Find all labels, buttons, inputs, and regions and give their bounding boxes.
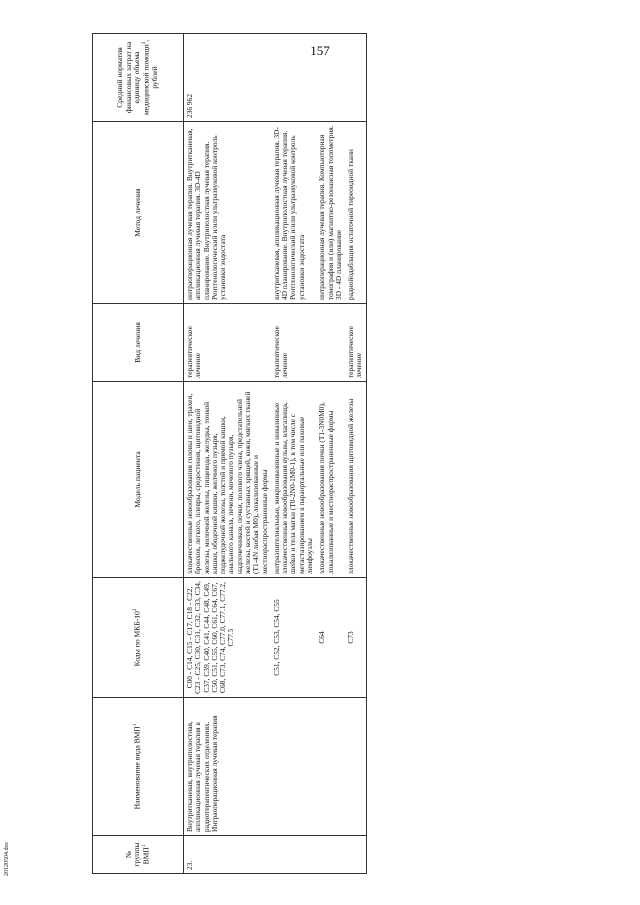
cell-avg-cost — [271, 34, 316, 122]
cell-treatment-type: терапевтическое лечение — [271, 304, 316, 382]
cell-treatment-method: радиойодаблация остаточной тиреоидной ткани — [345, 122, 366, 304]
cell-icd-codes: C64 — [316, 578, 345, 698]
cell-treatment-method: интраоперационная лучевая терапия. Внутритканевая, аппликационная лучевая терапия. 3D-4D планирование. Внутриполостная лучевая терапия. Рентгенологический и/или ультразвуковой контроль установки эндостата — [184, 122, 271, 304]
cell-patient-model: злокачественные новообразования головы и шеи, трахеи, бронхов, легкого, плевры, средостения, щитовидной железы, молочной железы, пищевода, желудка, тонкой кишки, ободочной кишки, желчного пузыря, поджелудочной железы, толстой и прямой кишки, анального канала, печени, мочевого пузыря, надпочечников, почки, полового члена, предстательной железы, костей и суставных хрящей, кожи, мягких тканей (T1-4N любая M0), локализованные и местнораспространенные формы — [184, 382, 271, 578]
cell-icd-codes: C51, C52, C53, C54, C55 — [271, 578, 316, 698]
cell-treatment-type — [316, 304, 345, 382]
table-row — [184, 34, 271, 874]
cell-treatment-method: внутритканевая, аппликационная лучевая терапия. 3D-4D планирование. Внутриполостная лучевая терапия. Рентгенологический и/или ультразвуковой контроль установки эндостата — [271, 122, 316, 304]
cell-treatment-type: терапевтическое лечение — [184, 304, 271, 382]
cell-patient-model: злокачественные новообразования почки (T1-3N0M0), локализованные и местнораспространенные формы — [316, 382, 345, 578]
table-header-row — [93, 34, 184, 874]
cell-vmp-name — [271, 698, 316, 836]
cell-treatment-type: терапевтическое лечение — [345, 304, 366, 382]
header-avg-cost: Средний норматив финансовых затрат на единицу объема медицинской помощи$^3$, рублей — [93, 34, 184, 122]
footer-filename: 20120504.doc — [4, 841, 10, 876]
table-row — [316, 34, 345, 874]
cell-vmp-name: Внутритканевая, внутриполостная, аппликационная лучевая терапия в радиотерапевтических отделениях. Интраоперационная лучевая терапия — [184, 698, 271, 836]
header-group-number: № группы ВМП$^1$ — [93, 836, 184, 874]
cell-avg-cost: 236 962 — [184, 34, 271, 122]
cell-patient-model: интраэпителиальные, микроинвазивные и инвазивные злокачественные новообразования вульвы, влагалища, шейки и тела матки (T0-2N0-1M0-1), в том числе с метастазированием в параортальные или паховые лимфоузлы — [271, 382, 316, 578]
cell-vmp-name — [316, 698, 345, 836]
table-row — [345, 34, 366, 874]
rotated-table-container — [92, 34, 617, 874]
cell-vmp-name — [345, 698, 366, 836]
header-treatment-method: Метод лечения — [93, 122, 184, 304]
header-vmp-name: Наименование вида ВМП$^1$ — [93, 698, 184, 836]
vmp-table — [92, 33, 367, 874]
cell-group-number — [271, 836, 316, 874]
header-patient-model: Модель пациента — [93, 382, 184, 578]
cell-treatment-method: интраоперационная лучевая терапия. Компьютерная томография и (или) магнитно-резонансная топометрия. 3D - 4D планирование — [316, 122, 345, 304]
cell-icd-codes: C00 - C14, C15 - C17, C18 - C22, C23 - C25, C30, C31, C32, C33, C34, C37, C39, C40, C41, C44, C48, C49, C50, C51, C55, C60, C61, C64, C67, C68, C73, C74, C77.0, C77.1, C77.2, C77.5 — [184, 578, 271, 698]
table-row — [271, 34, 316, 874]
cell-avg-cost — [316, 34, 345, 122]
header-icd-codes: Коды по МКБ-$10^2$ — [93, 578, 184, 698]
cell-icd-codes: C73 — [345, 578, 366, 698]
cell-group-number — [345, 836, 366, 874]
page-number: 157 — [310, 43, 330, 58]
cell-avg-cost — [345, 34, 366, 122]
cell-group-number — [316, 836, 345, 874]
cell-patient-model: злокачественные новообразования щитовидной железы — [345, 382, 366, 578]
cell-group-number: 23. — [184, 836, 271, 874]
header-treatment-type: Вид лечения — [93, 304, 184, 382]
